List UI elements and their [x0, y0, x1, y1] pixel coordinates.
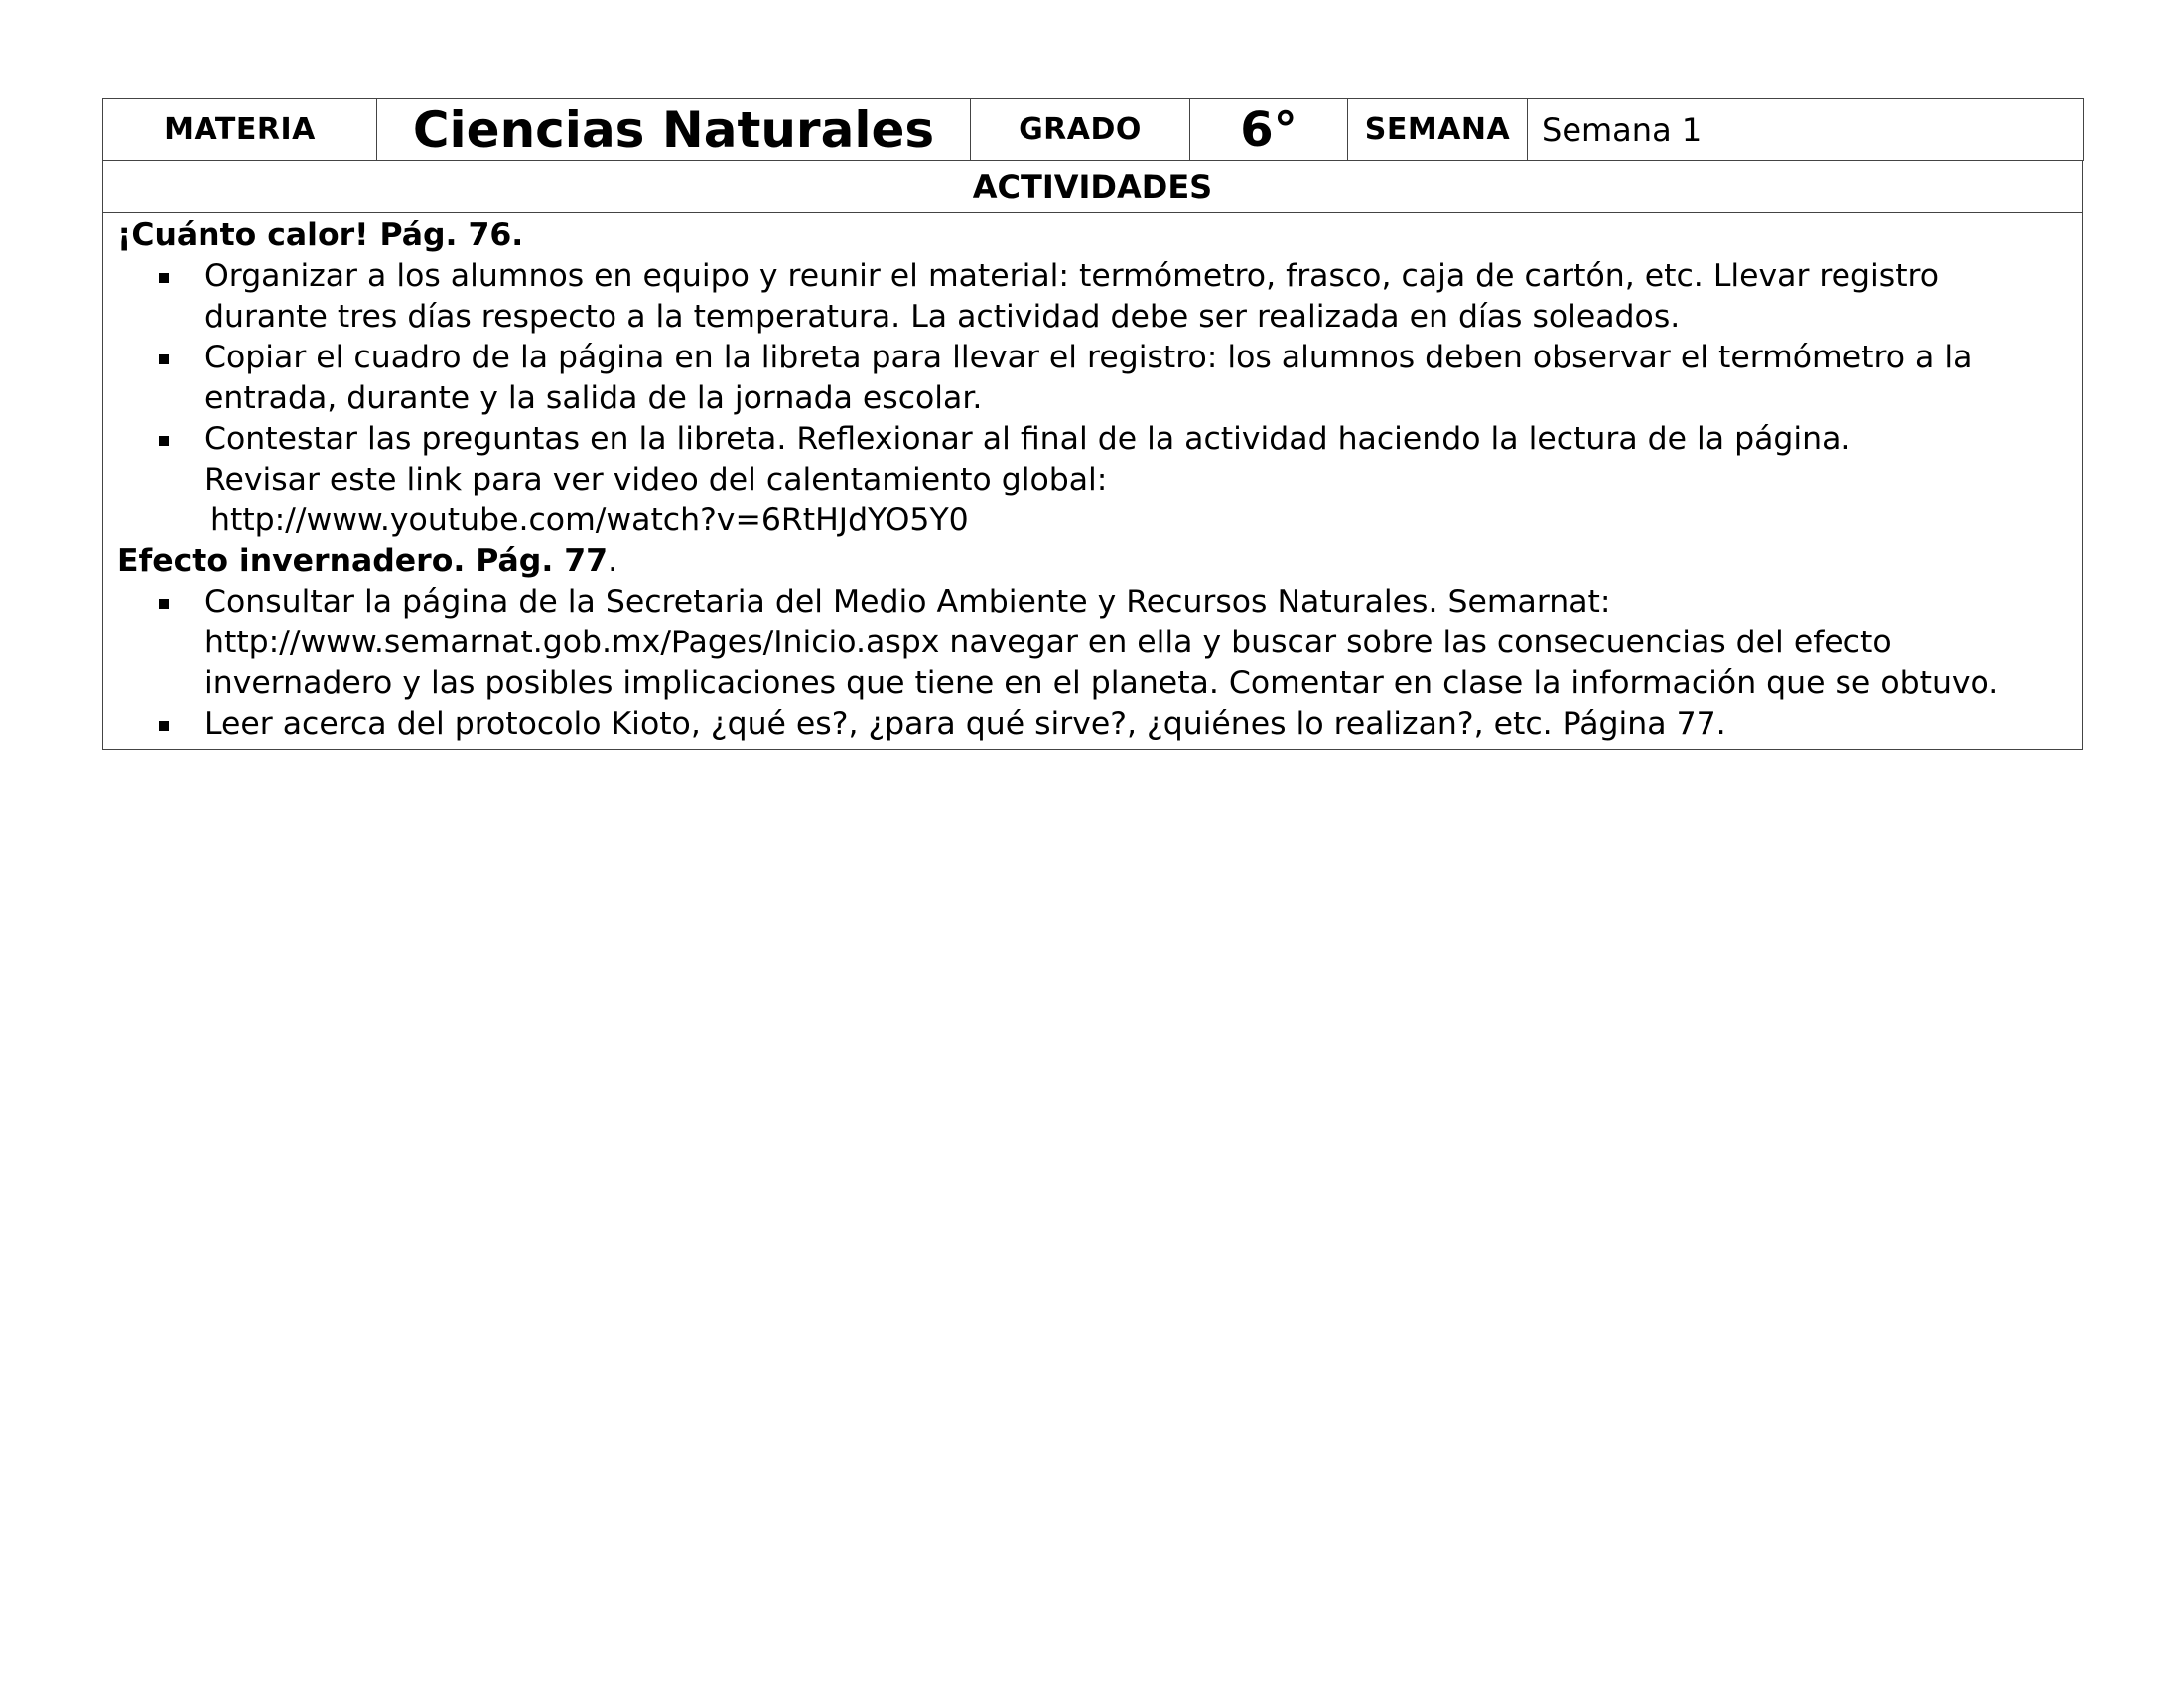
list-item-text: Contestar las preguntas en la libreta. Reflexionar al final de la actividad haciendo la lectura de la página. — [205, 421, 1851, 457]
list-item: Organizar a los alumnos en equipo y reunir el material: termómetro, frasco, caja de cartón, etc. Llevar registro durante tres días respecto a la temperatura. La actividad debe ser realizada en días soleados. — [205, 256, 2066, 338]
materia-label: MATERIA — [103, 99, 377, 161]
grado-value: 6° — [1190, 99, 1348, 161]
materia-value: Ciencias Naturales — [377, 99, 971, 161]
header-table — [102, 98, 2084, 161]
section2-list — [117, 582, 2066, 745]
section-title-cuanto-calor: ¡Cuánto calor! Pág. 76. — [117, 217, 524, 253]
section-title-period: . — [608, 543, 618, 579]
list-item: Consultar la página de la Secretaria del Medio Ambiente y Recursos Naturales. Semarnat: http://www.semarnat.gob.mx/Pages/Inicio.aspx navegar en ella y buscar sobre las consecuencias del efecto invernadero y las posibles implicaciones que tiene en el planeta. Comentar en clase la información que se obtuvo. — [205, 582, 2066, 704]
list-item: Copiar el cuadro de la página en la libreta para llevar el registro: los alumnos deben observar el termómetro a la entrada, durante y la salida de la jornada escolar. — [205, 338, 2066, 419]
section-title-text: Efecto invernadero. Pág. 77 — [117, 543, 609, 579]
semana-label: SEMANA — [1348, 99, 1528, 161]
activity-sheet — [102, 98, 2083, 750]
activities-content — [102, 213, 2083, 750]
section-title-efecto-invernadero — [117, 541, 2066, 582]
list-item: Leer acerca del protocolo Kioto, ¿qué es?, ¿para qué sirve?, ¿quiénes lo realizan?, etc. Página 77. — [205, 704, 2066, 745]
list-item — [205, 419, 2066, 541]
semana-value: Semana 1 — [1528, 99, 2084, 161]
activities-heading: ACTIVIDADES — [102, 161, 2083, 213]
video-instruction: Revisar este link para ver video del calentamiento global: — [205, 462, 1108, 497]
section1-list — [117, 256, 2066, 541]
youtube-link[interactable]: http://www.youtube.com/watch?v=6RtHJdYO5Y0 — [210, 502, 969, 538]
grado-label: GRADO — [971, 99, 1190, 161]
